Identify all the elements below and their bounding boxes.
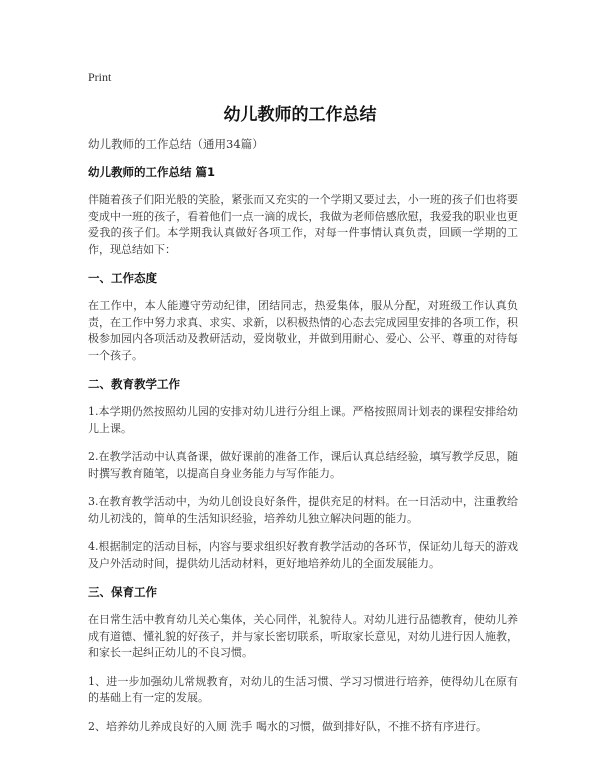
heading-care-work: 三、保育工作 (88, 585, 157, 599)
paragraph-care-1: 1、进一步加强幼儿常规教育，对幼儿的生活习惯、学习习惯进行培养，使得幼儿在原有的基础上有一定的发展。 (88, 674, 518, 704)
document-subtitle: 幼儿教师的工作总结（通用34篇） (88, 137, 264, 151)
paragraph-teaching-3: 3.在教育教学活动中，为幼儿创设良好条件，提供充足的材料。在一日活动中，注重教给幼儿初浅的，简单的生活知识经验，培养幼儿独立解决问题的能力。 (88, 495, 518, 525)
paragraph-teaching-4: 4.根据制定的活动目标，内容与要求组织好教育教学活动的各环节，保证幼儿每天的游戏及户外活动时间，提供幼儿活动材料，更好地培养幼儿的全面发展能力。 (88, 540, 518, 570)
heading-teaching-work: 二、教育教学工作 (88, 377, 180, 391)
paragraph-teaching-2: 2.在教学活动中认真备课，做好课前的准备工作，课后认真总结经验，填写教学反思，随时撰写教育随笔，以提高自身业务能力与写作能力。 (88, 450, 518, 480)
paragraph-care-2: 2、培养幼儿养成良好的入厕 洗手 喝水的习惯，做到排好队，不推不挤有序进行。 (88, 719, 487, 733)
heading-work-attitude: 一、工作态度 (88, 271, 157, 285)
document-body (88, 136, 518, 747)
paragraph-work-attitude: 在工作中，本人能遵守劳动纪律，团结同志，热爱集体，服从分配，对班级工作认真负责，在工作中努力求真、求实、求新，以积极热情的心态去完成园里安排的各项工作，积极参加园内各项活动及教研活动，爱岗敬业，并做到用耐心、爱心、公平、尊重的对待每一个孩子。 (88, 299, 518, 362)
paragraph-care-intro: 在日常生活中教育幼儿关心集体，关心同伴，礼貌待人。对幼儿进行品德教育，使幼儿养成有道德、懂礼貌的好孩子，并与家长密切联系，听取家长意见，对幼儿进行因人施教，和家长一起纠正幼儿的不良习惯。 (88, 613, 518, 659)
paragraph-teaching-1: 1.本学期仍然按照幼儿园的安排对幼儿进行分组上课。严格按照周计划表的课程安排给幼儿上课。 (88, 405, 518, 435)
print-link[interactable]: Print (88, 70, 112, 84)
intro-paragraph: 伴随着孩子们阳光般的笑脸，紧张而又充实的一个学期又要过去，小一班的孩子们也将要变成中一班的孩子，看着他们一点一滴的成长，我做为老师倍感欣慰，我爱我的职业也更爱我的孩子们。本学期我认真做好各项工作，对每一件事情认真负责，回顾一学期的工作，现总结如下： (88, 193, 518, 256)
section-heading: 幼儿教师的工作总结 篇1 (88, 165, 216, 179)
document-title: 幼儿教师的工作总结 (223, 105, 377, 125)
